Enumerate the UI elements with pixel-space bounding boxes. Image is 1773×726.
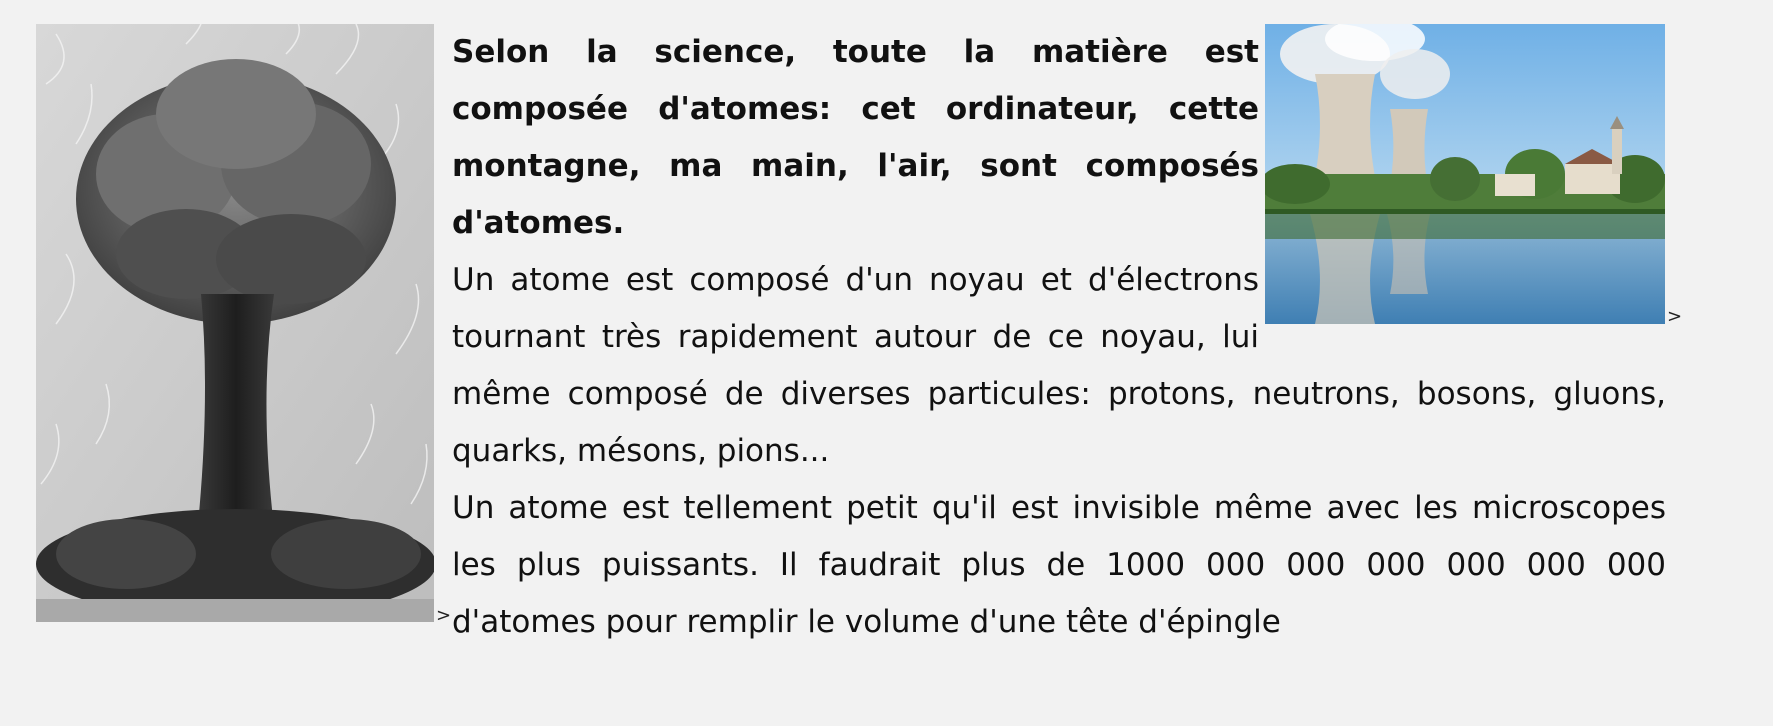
mushroom-cloud-icon <box>36 24 434 622</box>
article <box>36 24 1683 651</box>
lead-paragraph: Selon la science, toute la matière est composée d'atomes: cet ordinateur, cette montagne, ma main, l'air, sont composés d'atomes. <box>452 34 1259 241</box>
stray-marker: > <box>1667 306 1683 327</box>
nuclear-plant-icon <box>1265 24 1665 324</box>
paragraph-atom-size: Un atome est tellement petit qu'il est invisible même avec les microscopes les plus puissants. Il faudrait plus de 1000 000 000 000 000 000 000 d'atomes pour remplir le volume d'une tête d'épingle <box>452 490 1666 640</box>
left-figure <box>36 24 452 626</box>
paragraph-atom-structure: Un atome est composé d'un noyau et d'électrons tournant très rapidement autour de ce noyau, lui même composé de diverses particules: protons, neutrons, bosons, gluons, quarks, mésons, pions... <box>452 262 1666 469</box>
nuclear-plant-image <box>1265 24 1665 324</box>
mushroom-cloud-image <box>36 24 434 622</box>
stray-marker: > <box>436 605 452 626</box>
right-figure <box>1265 24 1683 327</box>
